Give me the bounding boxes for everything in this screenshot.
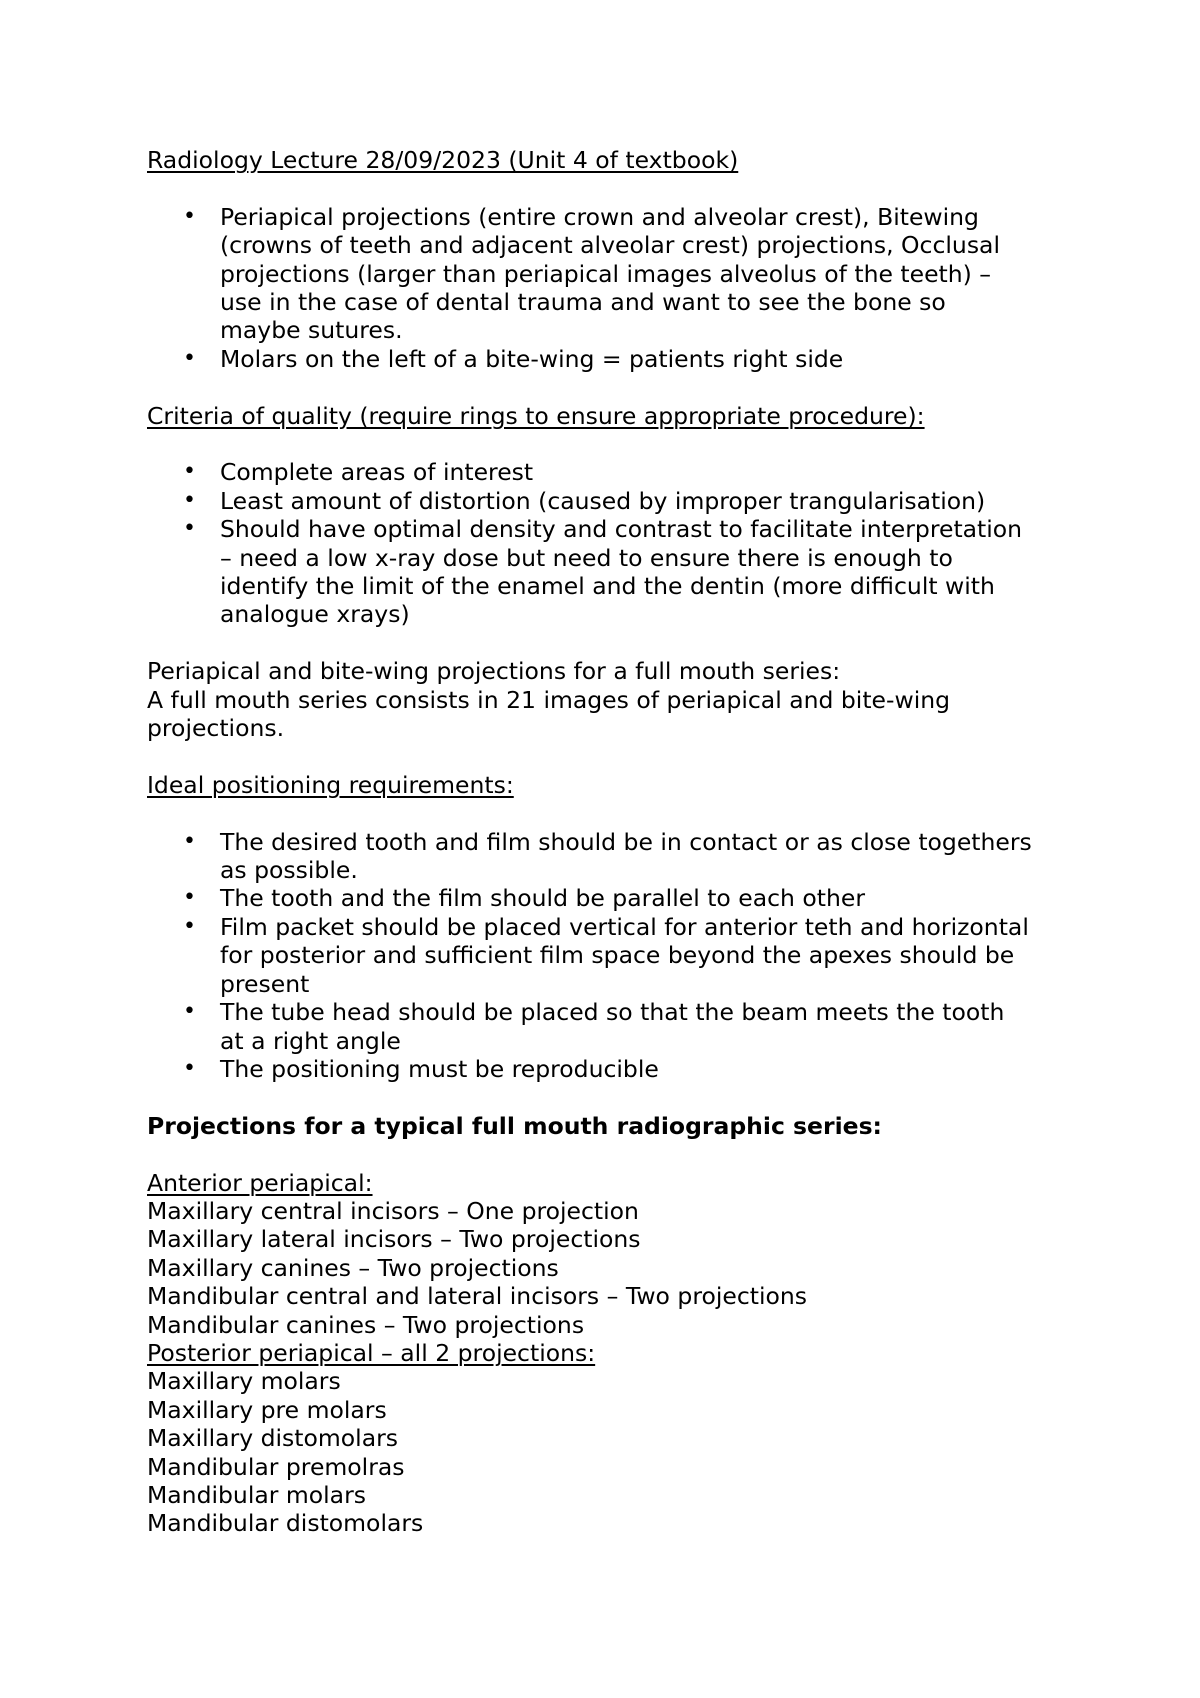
positioning-bullet-item-text: • The tooth and the film should be parallel to each other [220, 884, 866, 913]
document-title: Radiology Lecture 28/09/2023 (Unit 4 of textbook) [147, 146, 739, 174]
anterior-item: Mandibular central and lateral incisors – Two projections [147, 1282, 808, 1311]
criteria-bullet-item-text: • Least amount of distortion (caused by improper trangularisation) [220, 486, 986, 515]
criteria-heading: Criteria of quality (require rings to ensure appropriate procedure): [147, 401, 925, 430]
anterior-list [147, 1197, 1087, 1339]
posterior-list [147, 1367, 1087, 1537]
criteria-bullet-item-text: analogue xrays) [220, 600, 410, 629]
criteria-bullet-item-text: identify the limit of the enamel and the dentin (more difficult with [220, 572, 995, 601]
posterior-item: Mandibular premolras [147, 1452, 405, 1481]
posterior-item: Maxillary pre molars [147, 1395, 387, 1424]
positioning-bullet-item-text: • Film packet should be placed vertical for anterior teth and horizontal [220, 912, 1029, 941]
positioning-heading: Ideal positioning requirements: [147, 770, 514, 799]
spacer [147, 1140, 1087, 1168]
positioning-bullet-item [147, 884, 1087, 912]
spacer [147, 373, 1087, 401]
positioning-bullet-list [147, 828, 1087, 1084]
intro-bullet-list [147, 203, 1087, 373]
positioning-bullet-item [147, 828, 1087, 885]
fullmouth-line: projections. [147, 714, 285, 743]
posterior-item: Mandibular molars [147, 1480, 366, 1509]
anterior-heading: Anterior periapical: [147, 1168, 373, 1197]
spacer [147, 1083, 1087, 1111]
positioning-bullet-item-text: • The positioning must be reproducible [220, 1054, 659, 1083]
intro-bullet-item-text: (crowns of teeth and adjacent alveolar crest) projections, Occlusal [220, 231, 1000, 260]
positioning-bullet-item-text: present [220, 969, 310, 998]
positioning-bullet-item-text: • The tube head should be placed so that the beam meets the tooth [220, 998, 1005, 1027]
fullmouth-line: Periapical and bite-wing projections for a full mouth series: [147, 657, 841, 686]
positioning-bullet-item [147, 1055, 1087, 1083]
criteria-bullet-item [147, 487, 1087, 515]
positioning-bullet-item-text: for posterior and sufficient film space beyond the apexes should be [220, 941, 1015, 970]
anterior-item: Maxillary central incisors – One projection [147, 1196, 639, 1225]
criteria-bullet-item-text: – need a low x-ray dose but need to ensure there is enough to [220, 543, 953, 572]
criteria-bullet-item-text: • Should have optimal density and contrast to facilitate interpretation [220, 515, 1023, 544]
criteria-bullet-item [147, 458, 1087, 486]
intro-bullet-item-text: projections (larger than periapical images alveolus of the teeth) – [220, 259, 992, 288]
positioning-bullet-item-text: • The desired tooth and film should be in contact or as close togethers [220, 827, 1032, 856]
positioning-bullet-item-text: as possible. [220, 856, 358, 885]
criteria-bullet-item-text: • Complete areas of interest [220, 458, 534, 487]
criteria-bullet-list [147, 458, 1087, 628]
anterior-item: Mandibular canines – Two projections [147, 1310, 585, 1339]
intro-bullet-item-text: • Molars on the left of a bite-wing = patients right side [220, 344, 844, 373]
spacer [147, 629, 1087, 657]
criteria-bullet-item [147, 515, 1087, 629]
spacer [147, 799, 1087, 827]
spacer [147, 174, 1087, 202]
intro-bullet-item [147, 203, 1087, 345]
spacer [147, 430, 1087, 458]
positioning-bullet-item-text: at a right angle [220, 1026, 401, 1055]
posterior-item: Mandibular distomolars [147, 1509, 424, 1538]
posterior-item: Maxillary molars [147, 1367, 341, 1396]
intro-bullet-item [147, 345, 1087, 373]
anterior-item: Maxillary lateral incisors – Two projections [147, 1225, 641, 1254]
fullmouth-line: A full mouth series consists in 21 images of periapical and bite-wing [147, 685, 951, 714]
positioning-bullet-item [147, 998, 1087, 1055]
intro-bullet-item-text: use in the case of dental trauma and want to see the bone so [220, 288, 946, 317]
intro-bullet-item-text: maybe sutures. [220, 316, 403, 345]
anterior-item: Maxillary canines – Two projections [147, 1253, 559, 1282]
intro-bullet-item-text: • Periapical projections (entire crown and alveolar crest), Bitewing [220, 202, 979, 231]
spacer [147, 742, 1087, 770]
document-page [147, 146, 1087, 1538]
posterior-item: Maxillary distomolars [147, 1424, 398, 1453]
projections-heading: Projections for a typical full mouth radiographic series: [147, 1111, 882, 1140]
positioning-bullet-item [147, 913, 1087, 998]
posterior-heading: Posterior periapical – all 2 projections: [147, 1338, 596, 1367]
